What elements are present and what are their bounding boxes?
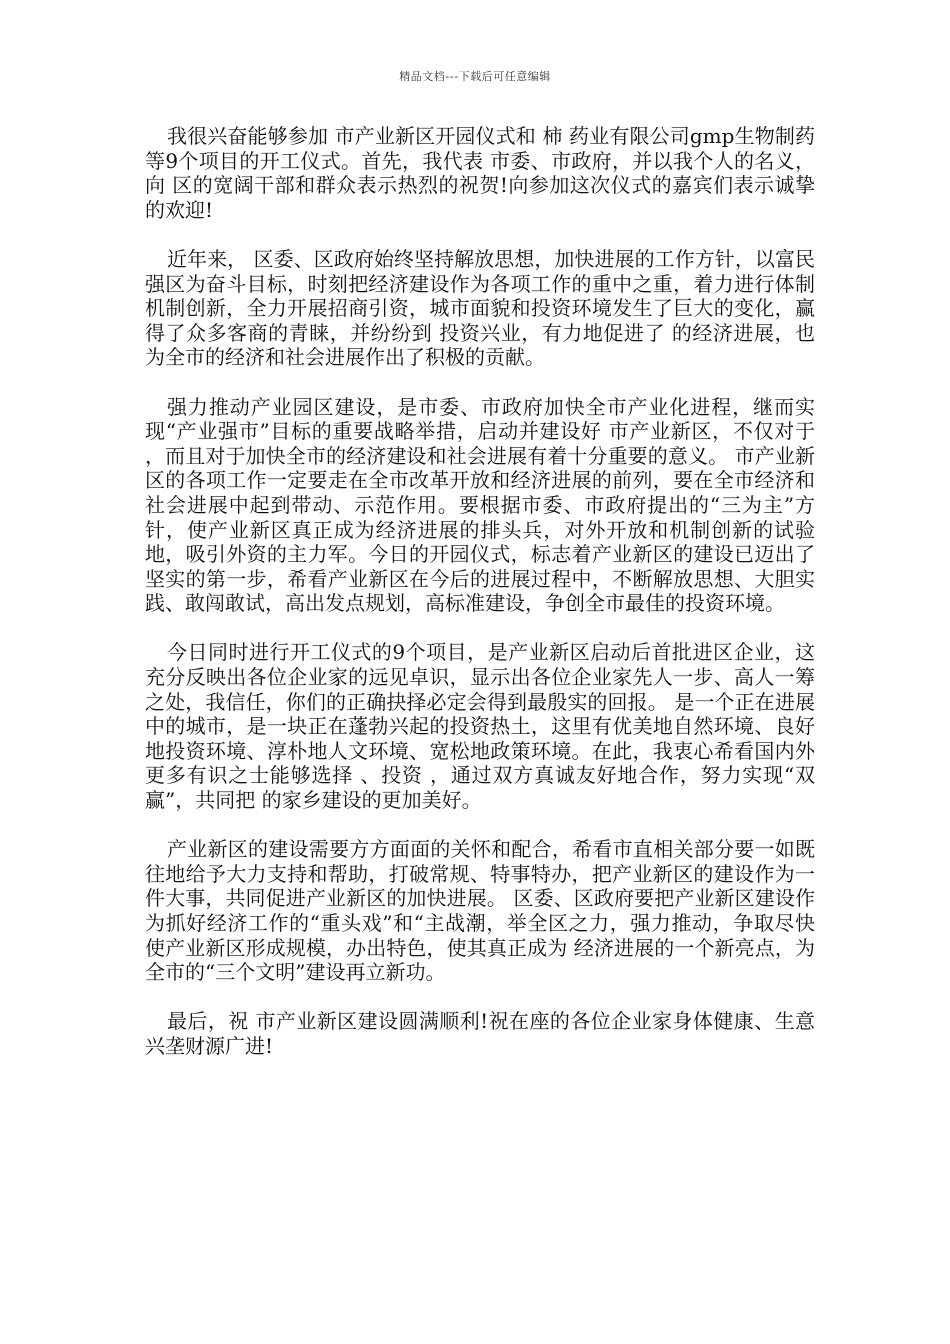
paragraph-support: 产业新区的建设需要方方面面的关怀和配合，希看市直相关部分要一如既往地给予大力支持和帮助，打破常规、特事特办，把产业新区的建设作为一件大事，共同促进产业新区的加快进展。 区委、区政府要把产业新区建设作为抓好经济工作的“重头戏”和“主战潮，举全区之力，强力推动，争取尽快使产业新区形成规模，办出特色，使其真正成为 经济进展的一个新亮点，为全市的“三个文明”建设再立新功。: [145, 837, 815, 985]
header-note: 精品文档---下载后可任意编辑: [399, 70, 551, 83]
document-body: [145, 124, 815, 1083]
paragraph-recent-years: 近年来， 区委、区政府始终坚持解放思想，加快进展的工作方针，以富民强区为奋斗目标，时刻把经济建设作为各项工作的重中之重，着力进行体制机制创新，全力开展招商引资，城市面貌和投资环境发生了巨大的变化，赢得了众多客商的青睐，并纷纷到 投资兴业，有力地促进了 的经济进展，也为全市的经济和社会进展作出了积极的贡献。: [145, 246, 815, 370]
paragraph-industrial-park: 强力推动产业园区建设，是市委、市政府加快全市产业化进程，继而实现“产业强市”目标的重要战略举措，启动并建设好 市产业新区，不仅对于 ，而且对于加快全市的经济建设和社会进展有着十分重要的意义。 市产业新区的各项工作一定要走在全市改革开放和经济进展的前列，要在全市经济和社会进展中起到带动、示范作用。要根据市委、市政府提出的“三为主”方针，使产业新区真正成为经济进展的排头兵，对外开放和机制创新的试验地，吸引外资的主力军。今日的开园仪式，标志着产业新区的建设已迈出了坚实的第一步，希看产业新区在今后的进展过程中，不断解放思想、大胆实践、敢闯敢试，高出发点规划，高标准建设，争创全市最佳的投资环境。: [145, 394, 815, 616]
paragraph-opening: 我很兴奋能够参加 市产业新区开园仪式和 柿 药业有限公司gmp生物制药等9个项目的开工仪式。首先，我代表 市委、市政府，并以我个人的名义，向 区的宽阔干部和群众表示热烈的祝贺!向参加这次仪式的嘉宾们表示诚挚的欢迎!: [145, 124, 815, 222]
paragraph-closing: 最后，祝 市产业新区建设圆满顺利!祝在座的各位企业家身体健康、生意兴垄财源广进!: [145, 1009, 815, 1058]
paragraph-nine-projects: 今日同时进行开工仪式的9个项目，是产业新区启动后首批进区企业，这充分反映出各位企业家的远见卓识，显示出各位企业家先人一步、高人一筹之处，我信任，你们的正确抉择必定会得到最殷实的回报。 是一个正在进展中的城市，是一块正在蓬勃兴起的投资热土，这里有优美地自然环境、良好地投资环境、淳朴地人文环境、宽松地政策环境。在此，我衷心希看国内外更多有识之士能够选择 、投资 ，通过双方真诚友好地合作，努力实现“双赢”，共同把 的家乡建设的更加美好。: [145, 640, 815, 813]
